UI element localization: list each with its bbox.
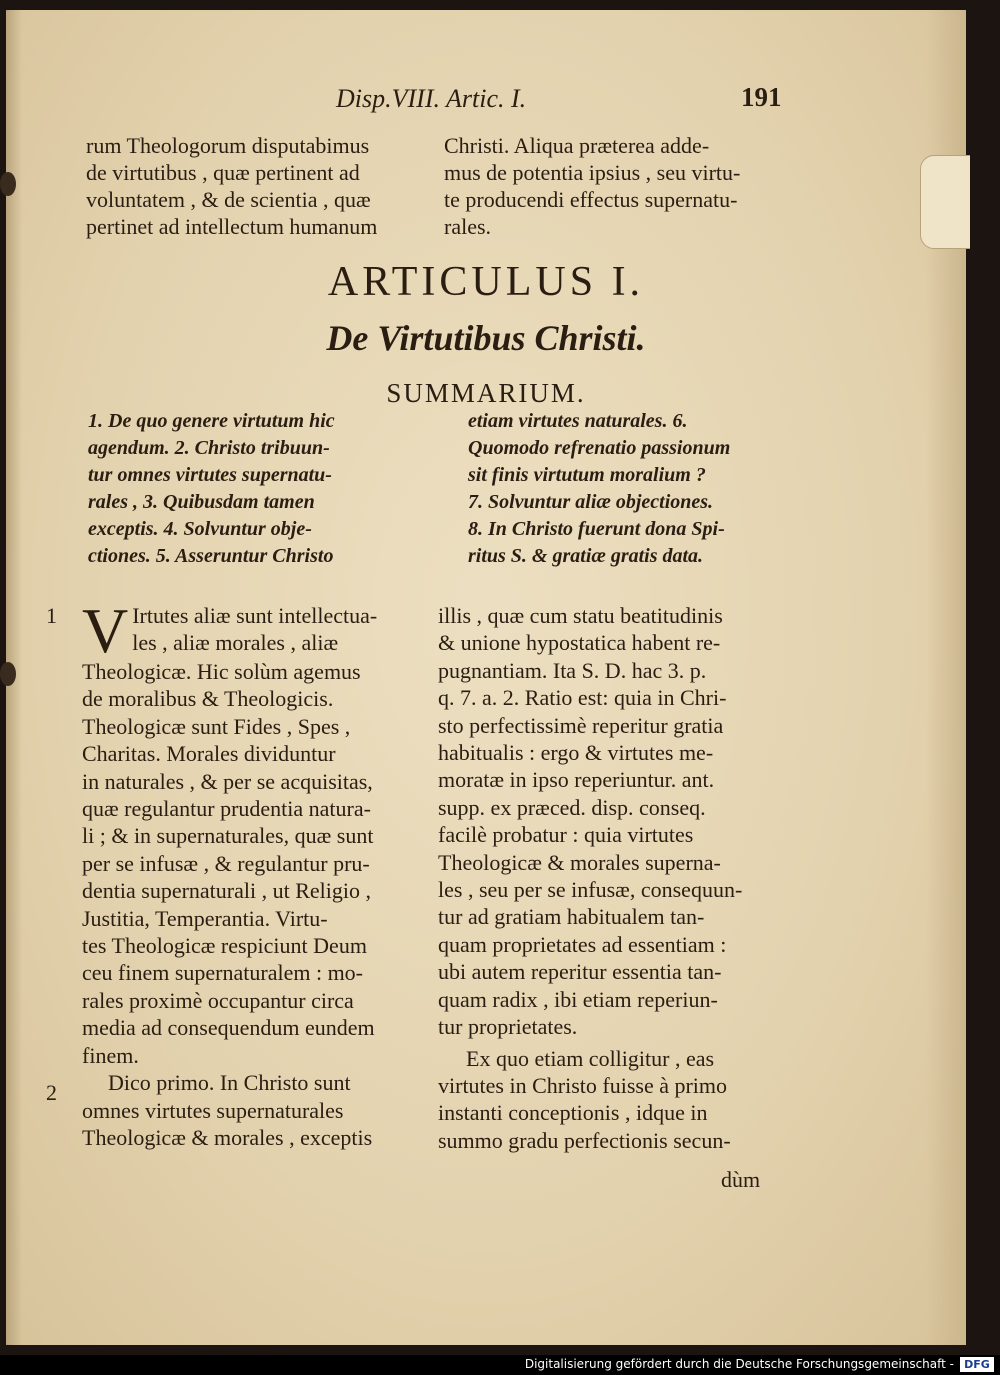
text-line: virtutes in Christo fuisse à primo [438, 1072, 728, 1098]
dropcap-letter: V [82, 595, 129, 666]
text-line: Dico primo. In Christo sunt [108, 1070, 351, 1096]
footer-credit: Digitalisierung gefördert durch die Deutsche Forschungsgemeinschaft - [524, 1357, 954, 1371]
text-line: ceu finem supernaturalem : mo- [82, 960, 364, 986]
text-line: Christi. Aliqua præterea adde- [444, 133, 710, 158]
top-text-right [444, 132, 804, 240]
text-line: summo gradu perfectionis secun- [438, 1127, 731, 1153]
text-line: rales. [444, 214, 492, 239]
text-line: li ; & in supernaturales, quæ sunt [82, 823, 374, 849]
text-line: les , seu per se infusæ, consequun- [438, 877, 743, 903]
paragraph-1 [82, 595, 427, 1069]
summary-line: 7. Solvuntur aliæ objectiones. [468, 491, 714, 513]
text-line: illis , quæ cum statu beatitudinis [438, 603, 723, 628]
text-line: rum Theologorum disputabimus [86, 133, 370, 158]
binding-hole [0, 172, 16, 196]
summary-line: 1. De quo genere virtutum hic [88, 410, 335, 432]
text-line: per se infusæ , & regulantur pru- [82, 850, 370, 876]
text-line: media ad consequendum eundem [82, 1015, 375, 1041]
binding-hole [0, 662, 16, 686]
summary-line: rales , 3. Quibusdam tamen [88, 491, 315, 513]
text-line: moratæ in ipso reperiuntur. ant. [438, 767, 715, 793]
text-line: facilè probatur : quia virtutes [438, 822, 694, 848]
margin-number: 1 [46, 603, 57, 628]
body-left-column [82, 595, 427, 1151]
margin-number: 2 [46, 1080, 57, 1105]
summary-line: sit finis virtutum moralium ? [468, 464, 706, 486]
text-line: quæ regulantur prudentia natura- [82, 796, 371, 822]
page-tab-marker [920, 155, 976, 249]
text-line: in naturales , & per se acquisitas, [82, 768, 373, 794]
text-line: dentia supernaturali , ut Religio , [82, 878, 371, 904]
text-line: ubi autem reperitur essentia tan- [438, 959, 722, 985]
text-line: instanti conceptionis , idque in [438, 1100, 708, 1126]
body-right-column [438, 602, 788, 1154]
page-number: 191 [741, 82, 782, 112]
text-line: quam proprietates ad essentiam : [438, 931, 727, 957]
text-line: Charitas. Morales dividuntur [82, 741, 336, 767]
dfg-logo-icon[interactable]: DFG [960, 1357, 994, 1372]
text-line: Justitia, Temperantia. Virtu- [82, 905, 328, 931]
text-line: finem. [82, 1042, 139, 1068]
summary-line: ctiones. 5. Asseruntur Christo [88, 545, 334, 567]
summary-line: Quomodo refrenatio passionum [468, 437, 731, 459]
text-line: supp. ex præced. disp. conseq. [438, 794, 706, 820]
text-line: & unione hypostatica habent re- [438, 630, 721, 656]
text-line: Irtutes aliæ sunt intellectua- [132, 603, 378, 628]
scan-dark-edge [970, 0, 1000, 1355]
summary-left [88, 408, 428, 570]
text-line: tur proprietates. [438, 1014, 578, 1040]
text-line: pertinet ad intellectum humanum [86, 214, 378, 239]
text-line: tur ad gratiam habitualem tan- [438, 904, 705, 930]
text-line: Theologicæ & morales superna- [438, 849, 721, 875]
top-text-left [86, 132, 426, 240]
text-line: habitualis : ergo & virtutes me- [438, 740, 714, 766]
text-line: te producendi effectus supernatu- [444, 187, 738, 212]
summary-title: SUMMARIUM. [386, 378, 586, 408]
text-line: q. 7. a. 2. Ratio est: quia in Chri- [438, 685, 727, 711]
text-line: pugnantiam. Ita S. D. hac 3. p. [438, 657, 707, 683]
summary-line: tur omnes virtutes supernatu- [88, 464, 332, 486]
summary-line: ritus S. & gratiæ gratis data. [468, 545, 704, 567]
text-line: sto perfectissimè reperitur gratia [438, 712, 724, 738]
summary-line: 8. In Christo fuerunt dona Spi- [468, 518, 725, 540]
book-page [6, 10, 966, 1345]
text-line: Ex quo etiam colligitur , eas [466, 1045, 715, 1071]
footer-bar [0, 1355, 1000, 1375]
text-line: quam radix , ibi etiam reperiun- [438, 986, 718, 1012]
paragraph-2 [82, 1069, 427, 1096]
summary-line: etiam virtutes naturales. 6. [468, 410, 688, 432]
text-line: de moralibus & Theologicis. [82, 686, 334, 712]
article-title: ARTICULUS I. [327, 259, 645, 305]
text-line: de virtutibus , quæ pertinent ad [86, 160, 360, 185]
text-line: rales proximè occupantur circa [82, 987, 354, 1013]
text-line: tes Theologicæ respiciunt Deum [82, 933, 367, 959]
text-line: omnes virtutes supernaturales [82, 1097, 344, 1123]
summary-right [468, 408, 808, 570]
text-line: Theologicæ sunt Fides , Spes , [82, 713, 351, 739]
catchword: dùm [721, 1167, 761, 1192]
text-line: Theologicæ & morales , exceptis [82, 1124, 373, 1150]
text-line: les , aliæ morales , aliæ [132, 630, 339, 656]
summary-line: agendum. 2. Christo tribuun- [88, 437, 330, 459]
text-line: mus de potentia ipsius , seu virtu- [444, 160, 741, 185]
article-subtitle: De Virtutibus Christi. [326, 318, 646, 358]
summary-line: exceptis. 4. Solvuntur obje- [88, 518, 312, 540]
running-title: Disp.VIII. Artic. I. [336, 84, 527, 113]
text-line: voluntatem , & de scientia , quæ [86, 187, 371, 212]
text-line: Theologicæ. Hic solùm agemus [82, 659, 361, 684]
